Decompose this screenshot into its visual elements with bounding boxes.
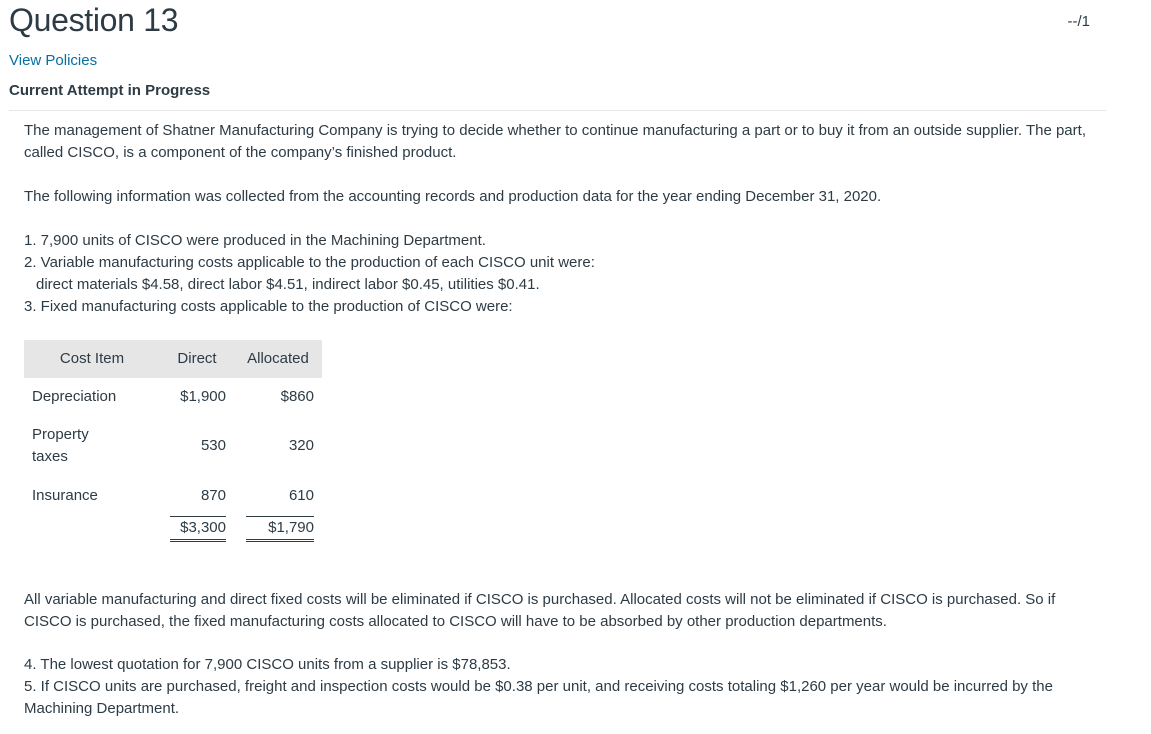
info-paragraph: The following information was collected from the accounting records and production data for the year ending December 31, 2020. [24, 188, 882, 205]
cell-direct: 870 [200, 487, 226, 504]
header-divider [9, 110, 1106, 111]
cell-total-label [24, 516, 160, 542]
cell-total-direct [160, 516, 234, 542]
facts-list-2 [24, 654, 1094, 720]
view-policies-link[interactable]: View Policies [9, 52, 98, 69]
fact-item-2-detail: direct materials $4.58, direct labor $4.51, indirect labor $0.45, utilities $0.41. [36, 276, 540, 293]
elimination-paragraph: All variable manufacturing and direct fixed costs will be eliminated if CISCO is purchased. Allocated costs will not be eliminated if CISCO is purchased. So if CISCO is purchased, the fixed manufacturing costs allocated to CISCO will have to be absorbed by other production departments. [24, 591, 1056, 630]
cell-allocated: 320 [288, 437, 314, 454]
fixed-cost-table [24, 340, 322, 542]
header-direct: Direct [160, 340, 234, 378]
intro-paragraph: The management of Shatner Manufacturing Company is trying to decide whether to continue manufacturing a part or to buy it from an outside supplier. The part, called CISCO, is a component of the company’s finished product. [24, 122, 1086, 161]
table-total-row [24, 516, 322, 542]
fact-item-3: 3. Fixed manufacturing costs applicable to the production of CISCO were: [24, 298, 513, 315]
cell-allocated: 610 [288, 487, 314, 504]
header-cost-item: Cost Item [24, 340, 160, 378]
cell-direct: 530 [200, 437, 226, 454]
cell-total-allocated [234, 516, 322, 542]
table-row [24, 476, 322, 516]
fact-item-2: 2. Variable manufacturing costs applicable to the production of each CISCO unit were: [24, 254, 595, 271]
question-title: Question 13 [9, 2, 179, 38]
score-display: --/1 [1067, 13, 1090, 30]
fact-item-1: 1. 7,900 units of CISCO were produced in the Machining Department. [24, 232, 486, 249]
fact-item-5: 5. If CISCO units are purchased, freight and inspection costs would be $0.38 per unit, and receiving costs totaling $1,260 per year would be incurred by the Machining Department. [24, 678, 1053, 717]
header-allocated: Allocated [234, 340, 322, 378]
table-header-row [24, 340, 322, 378]
table-row [24, 378, 322, 416]
total-direct-value: $3,300 [170, 516, 226, 542]
cell-item: Insurance [32, 487, 98, 504]
facts-list-1 [24, 230, 595, 318]
cell-direct: $1,900 [180, 388, 226, 405]
cell-item: Depreciation [32, 388, 117, 405]
cell-allocated: $860 [280, 388, 314, 405]
attempt-status: Current Attempt in Progress [9, 82, 211, 99]
cell-item [24, 416, 160, 476]
fact-item-4: 4. The lowest quotation for 7,900 CISCO units from a supplier is $78,853. [24, 656, 511, 673]
total-allocated-value: $1,790 [246, 516, 314, 542]
cell-item-text: Property taxes [32, 426, 89, 465]
table-row [24, 416, 322, 476]
